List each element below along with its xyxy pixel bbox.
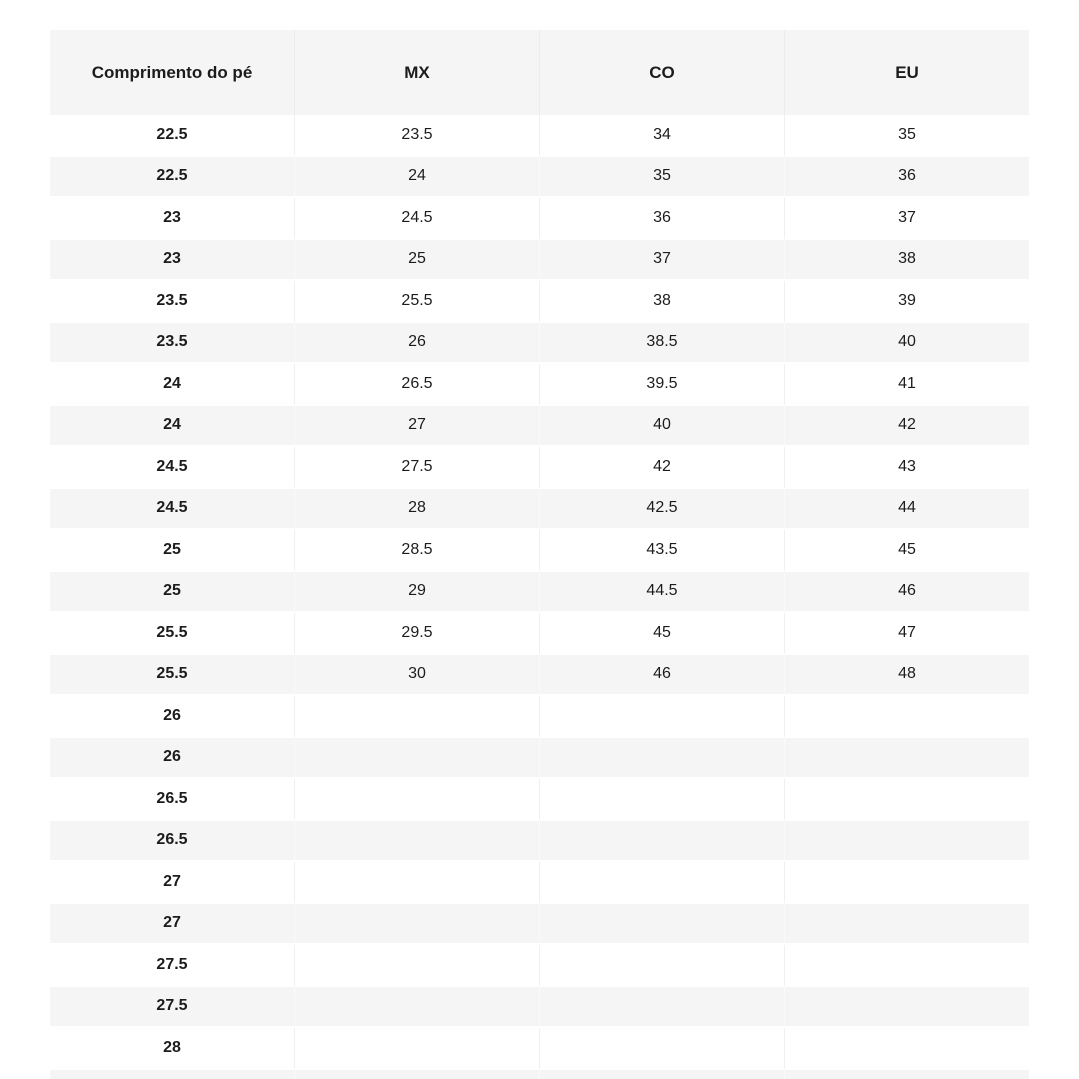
table-row [50,779,1029,821]
foot-length-cell: 23.5 [50,281,295,323]
foot-length-cell: 25 [50,572,295,614]
foot-length-cell: 25 [50,530,295,572]
foot-length-cell: 24 [50,364,295,406]
co-size-cell: 44.5 [540,572,785,614]
mx-size-cell [295,779,540,821]
mx-size-cell: 24 [295,157,540,199]
table-row [50,613,1029,655]
eu-size-cell: 41 [785,364,1029,406]
column-header-mx: MX [295,30,540,115]
table-row [50,945,1029,987]
table-body [50,115,1029,1070]
foot-length-cell: 26 [50,738,295,780]
co-size-cell: 38 [540,281,785,323]
table-row [50,655,1029,697]
table-row [50,240,1029,282]
foot-length-cell: 28 [50,1028,295,1070]
eu-size-cell: 43 [785,447,1029,489]
mx-size-cell: 26.5 [295,364,540,406]
co-size-cell [540,987,785,1029]
eu-size-cell [785,1028,1029,1070]
co-size-cell [540,904,785,946]
co-size-cell: 46 [540,655,785,697]
mx-size-cell [295,1028,540,1070]
table-row [50,115,1029,157]
foot-length-cell: 25.5 [50,655,295,697]
column-header-foot-length: Comprimento do pé [50,30,295,115]
co-size-cell: 34 [540,115,785,157]
foot-length-cell: 23.5 [50,323,295,365]
eu-size-cell: 47 [785,613,1029,655]
foot-length-cell [50,1070,295,1079]
table-row [50,696,1029,738]
table-row [50,489,1029,531]
eu-size-cell: 42 [785,406,1029,448]
co-size-cell: 42.5 [540,489,785,531]
mx-size-cell: 28.5 [295,530,540,572]
eu-size-cell [785,821,1029,863]
eu-size-cell: 35 [785,115,1029,157]
co-size-cell: 39.5 [540,364,785,406]
foot-length-cell: 24.5 [50,447,295,489]
co-size-cell: 36 [540,198,785,240]
table-header-row [50,30,1029,115]
table-row [50,530,1029,572]
table-row [50,987,1029,1029]
foot-length-cell: 27 [50,904,295,946]
mx-size-cell [295,987,540,1029]
co-size-cell: 45 [540,613,785,655]
co-size-cell [540,779,785,821]
foot-length-cell: 25.5 [50,613,295,655]
eu-size-cell [785,779,1029,821]
eu-size-cell: 37 [785,198,1029,240]
eu-size-cell: 38 [785,240,1029,282]
size-conversion-table [50,30,1029,1079]
eu-size-cell: 44 [785,489,1029,531]
table-row [50,1028,1029,1070]
mx-size-cell: 24.5 [295,198,540,240]
table-row [50,572,1029,614]
eu-size-cell: 40 [785,323,1029,365]
co-size-cell: 40 [540,406,785,448]
co-size-cell: 43.5 [540,530,785,572]
eu-size-cell [785,862,1029,904]
foot-length-cell: 22.5 [50,157,295,199]
mx-size-cell [295,904,540,946]
co-size-cell [540,862,785,904]
co-size-cell: 37 [540,240,785,282]
mx-size-cell: 27.5 [295,447,540,489]
mx-size-cell: 28 [295,489,540,531]
co-size-cell [540,1070,785,1079]
foot-length-cell: 27 [50,862,295,904]
foot-length-cell: 23 [50,240,295,282]
co-size-cell: 42 [540,447,785,489]
table-row [50,904,1029,946]
eu-size-cell [785,987,1029,1029]
mx-size-cell: 27 [295,406,540,448]
table-row [50,821,1029,863]
co-size-cell [540,1028,785,1070]
foot-length-cell: 26.5 [50,821,295,863]
foot-length-cell: 22.5 [50,115,295,157]
eu-size-cell: 46 [785,572,1029,614]
mx-size-cell: 25 [295,240,540,282]
co-size-cell: 35 [540,157,785,199]
column-header-co: CO [540,30,785,115]
table-row [50,157,1029,199]
mx-size-cell [295,1070,540,1079]
column-header-eu: EU [895,62,919,82]
co-size-cell [540,821,785,863]
eu-size-cell: 45 [785,530,1029,572]
eu-size-cell [785,1070,1029,1079]
table-row [50,198,1029,240]
foot-length-cell: 27.5 [50,945,295,987]
table-row [50,447,1029,489]
table-row [50,323,1029,365]
mx-size-cell: 23.5 [295,115,540,157]
foot-length-cell: 26.5 [50,779,295,821]
mx-size-cell: 29 [295,572,540,614]
foot-length-cell: 24 [50,406,295,448]
table-row [50,738,1029,780]
co-size-cell: 38.5 [540,323,785,365]
table-row [50,364,1029,406]
table-row [50,862,1029,904]
foot-length-cell: 24.5 [50,489,295,531]
mx-size-cell: 30 [295,655,540,697]
mx-size-cell: 26 [295,323,540,365]
co-size-cell [540,945,785,987]
mx-size-cell: 25.5 [295,281,540,323]
mx-size-cell [295,821,540,863]
mx-size-cell [295,696,540,738]
eu-size-cell [785,696,1029,738]
table-row [50,406,1029,448]
eu-size-cell [785,945,1029,987]
co-size-cell [540,696,785,738]
foot-length-cell: 23 [50,198,295,240]
co-size-cell [540,738,785,780]
eu-size-cell [785,904,1029,946]
foot-length-cell: 26 [50,696,295,738]
eu-size-cell: 36 [785,157,1029,199]
eu-size-cell [785,738,1029,780]
mx-size-cell [295,862,540,904]
eu-size-cell: 48 [785,655,1029,697]
foot-length-cell: 27.5 [50,987,295,1029]
table-row-partial [50,1070,1029,1079]
table-row [50,281,1029,323]
mx-size-cell [295,945,540,987]
eu-size-cell: 39 [785,281,1029,323]
mx-size-cell: 29.5 [295,613,540,655]
mx-size-cell [295,738,540,780]
